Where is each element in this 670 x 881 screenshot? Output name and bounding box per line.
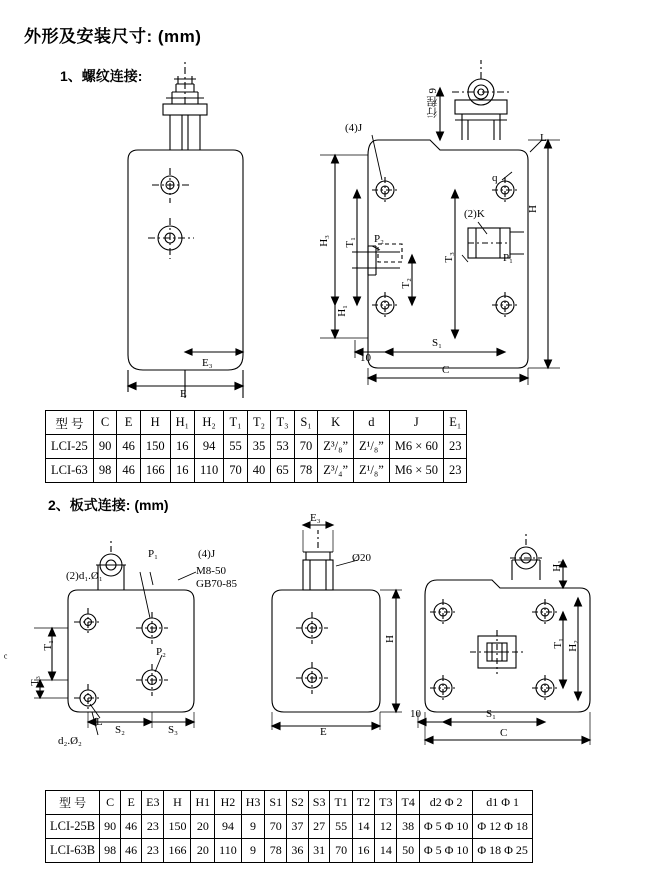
cell: 38 bbox=[397, 815, 419, 839]
label-t1: T₁ bbox=[344, 237, 356, 248]
th2-h: H bbox=[164, 791, 191, 815]
th2-s2: S2 bbox=[287, 791, 309, 815]
label-f2-4j: (4)J bbox=[198, 548, 216, 560]
cell: 27 bbox=[308, 815, 330, 839]
label-t2: T₂ bbox=[400, 278, 412, 289]
label-c: C bbox=[442, 364, 450, 376]
cell: Z¹/₈” bbox=[354, 459, 390, 483]
cell: 16 bbox=[170, 459, 194, 483]
label-f2-s3: S₃ bbox=[168, 724, 178, 736]
th2-t2: T2 bbox=[352, 791, 374, 815]
spec-table-2 bbox=[45, 790, 533, 863]
cell: Z³/₈” bbox=[318, 435, 354, 459]
cell: 98 bbox=[100, 839, 121, 863]
label-f2-10: 10 bbox=[410, 708, 421, 720]
cell: 98 bbox=[93, 459, 117, 483]
cell: 46 bbox=[121, 839, 142, 863]
cell: Φ 5 Φ 10 bbox=[419, 839, 473, 863]
cell: Z¹/₈” bbox=[354, 435, 390, 459]
margin-mark: ᶜ bbox=[4, 650, 8, 665]
cell: 94 bbox=[215, 815, 242, 839]
cell: 20 bbox=[191, 815, 215, 839]
label-f2-m8: M8-50 bbox=[196, 565, 226, 577]
cell: 40 bbox=[247, 459, 271, 483]
label-f2-s2: S₂ bbox=[115, 724, 125, 736]
label-l: L bbox=[540, 132, 547, 144]
cell: 23 bbox=[443, 435, 467, 459]
label-10: 10 bbox=[360, 352, 371, 364]
cell: 12 bbox=[375, 815, 397, 839]
label-t3: T₃ bbox=[443, 252, 455, 263]
cell: 23 bbox=[142, 815, 164, 839]
th-s1: S₁ bbox=[294, 411, 318, 435]
cell: 20 bbox=[191, 839, 215, 863]
label-p1: P₁ bbox=[503, 252, 513, 264]
cell: Φ 12 Φ 18 bbox=[473, 815, 533, 839]
th-d: d bbox=[354, 411, 390, 435]
th2-h1: H1 bbox=[191, 791, 215, 815]
section-1-label: 1、螺纹连接: bbox=[60, 68, 143, 84]
cell: 46 bbox=[121, 815, 142, 839]
th-h: H bbox=[140, 411, 170, 435]
label-e: E bbox=[180, 388, 187, 400]
label-4j: (4)J bbox=[345, 122, 363, 134]
cell-model: LCI-25B bbox=[46, 815, 100, 839]
th2-t3: T3 bbox=[375, 791, 397, 815]
label-f2-t1: T₁ bbox=[42, 640, 54, 651]
th-h2: H₂ bbox=[194, 411, 223, 435]
th-j: J bbox=[389, 411, 443, 435]
cell: 23 bbox=[142, 839, 164, 863]
cell: 70 bbox=[330, 839, 352, 863]
table-header-row bbox=[46, 791, 533, 815]
section-2-label: 2、板式连接: (mm) bbox=[48, 497, 169, 513]
cell: 16 bbox=[170, 435, 194, 459]
label-f2-e3: E₃ bbox=[310, 512, 321, 524]
label-f2-o20: Ø20 bbox=[352, 552, 371, 564]
th2-t1: T1 bbox=[330, 791, 352, 815]
label-p2: P₂ bbox=[374, 233, 384, 245]
label-h1: H₁ bbox=[336, 305, 348, 317]
cell: 36 bbox=[287, 839, 309, 863]
label-s1: S₁ bbox=[432, 337, 442, 349]
cell: 37 bbox=[287, 815, 309, 839]
cell: M6 × 50 bbox=[389, 459, 443, 483]
label-stroke: 行程 9 bbox=[427, 88, 439, 119]
cell: Φ 18 Φ 25 bbox=[473, 839, 533, 863]
th2-h3: H3 bbox=[241, 791, 265, 815]
th-h1: H₁ bbox=[170, 411, 194, 435]
cell: 110 bbox=[194, 459, 223, 483]
cell: 94 bbox=[194, 435, 223, 459]
cell-model: LCI-63B bbox=[46, 839, 100, 863]
cell: 150 bbox=[140, 435, 170, 459]
label-f2-d2: d₂.Ø₂ bbox=[58, 735, 82, 747]
cell: 90 bbox=[93, 435, 117, 459]
cell: 23 bbox=[443, 459, 467, 483]
th2-e3: E3 bbox=[142, 791, 164, 815]
th2-model: 型 号 bbox=[46, 791, 100, 815]
label-f2-c: C bbox=[500, 727, 508, 739]
label-f2-h: H bbox=[384, 635, 396, 643]
cell: 70 bbox=[265, 815, 287, 839]
cell: 70 bbox=[224, 459, 248, 483]
label-f2-h1: H₁ bbox=[551, 560, 563, 572]
cell: 78 bbox=[294, 459, 318, 483]
label-h3: H₃ bbox=[318, 235, 330, 247]
cell: 14 bbox=[375, 839, 397, 863]
cell: 9 bbox=[241, 815, 265, 839]
th2-d2: d2 Φ 2 bbox=[419, 791, 473, 815]
th-e1: E₁ bbox=[443, 411, 467, 435]
cell: 46 bbox=[117, 435, 141, 459]
cell: 14 bbox=[352, 815, 374, 839]
cell: 50 bbox=[397, 839, 419, 863]
th-t1: T₁ bbox=[224, 411, 248, 435]
label-f2-gb: GB70-85 bbox=[196, 578, 237, 590]
cell: 46 bbox=[117, 459, 141, 483]
cell: Φ 5 Φ 10 bbox=[419, 815, 473, 839]
cell: 150 bbox=[164, 815, 191, 839]
cell: 166 bbox=[164, 839, 191, 863]
th2-s1: S1 bbox=[265, 791, 287, 815]
cell-model: LCI-63 bbox=[46, 459, 94, 483]
th2-t4: T4 bbox=[397, 791, 419, 815]
th2-h2: H2 bbox=[215, 791, 242, 815]
th2-e: E bbox=[121, 791, 142, 815]
label-f2-s1: S₁ bbox=[486, 708, 496, 720]
cell: 53 bbox=[271, 435, 295, 459]
cell: 55 bbox=[224, 435, 248, 459]
label-h: H bbox=[527, 205, 539, 213]
label-q: q bbox=[492, 172, 498, 184]
th-model: 型 号 bbox=[46, 411, 94, 435]
th-t2: T₂ bbox=[247, 411, 271, 435]
page-title: 外形及安装尺寸: (mm) bbox=[24, 27, 202, 46]
th2-c: C bbox=[100, 791, 121, 815]
label-f2-t1r: T₁ bbox=[552, 638, 564, 649]
th2-s3: S3 bbox=[308, 791, 330, 815]
th-t3: T₃ bbox=[271, 411, 295, 435]
label-f2-e: E bbox=[320, 726, 327, 738]
label-f2-p2: P₂ bbox=[156, 646, 166, 658]
label-e3: E₃ bbox=[202, 357, 213, 369]
label-f2-d1: (2)d₁.Ø₁ bbox=[66, 570, 103, 582]
th-e: E bbox=[117, 411, 141, 435]
cell: 65 bbox=[271, 459, 295, 483]
cell: 31 bbox=[308, 839, 330, 863]
cell: 90 bbox=[100, 815, 121, 839]
cell-model: LCI-25 bbox=[46, 435, 94, 459]
cell: 166 bbox=[140, 459, 170, 483]
cell: 70 bbox=[294, 435, 318, 459]
th2-d1: d1 Φ 1 bbox=[473, 791, 533, 815]
cell: Z³/₄” bbox=[318, 459, 354, 483]
cell: M6 × 60 bbox=[389, 435, 443, 459]
th-k: K bbox=[318, 411, 354, 435]
table-row bbox=[46, 815, 533, 839]
cell: 9 bbox=[241, 839, 265, 863]
table-row bbox=[46, 839, 533, 863]
th-c: C bbox=[93, 411, 117, 435]
cell: 110 bbox=[215, 839, 242, 863]
label-2k: (2)K bbox=[464, 208, 485, 220]
cell: 78 bbox=[265, 839, 287, 863]
label-f2-p1: P₁ bbox=[148, 548, 158, 560]
label-f2-h2: H₂ bbox=[567, 640, 579, 652]
label-f2-l: L bbox=[96, 716, 103, 728]
cell: 55 bbox=[330, 815, 352, 839]
label-f2-t3: T₃ bbox=[30, 676, 41, 686]
cell: 35 bbox=[247, 435, 271, 459]
cell: 16 bbox=[352, 839, 374, 863]
